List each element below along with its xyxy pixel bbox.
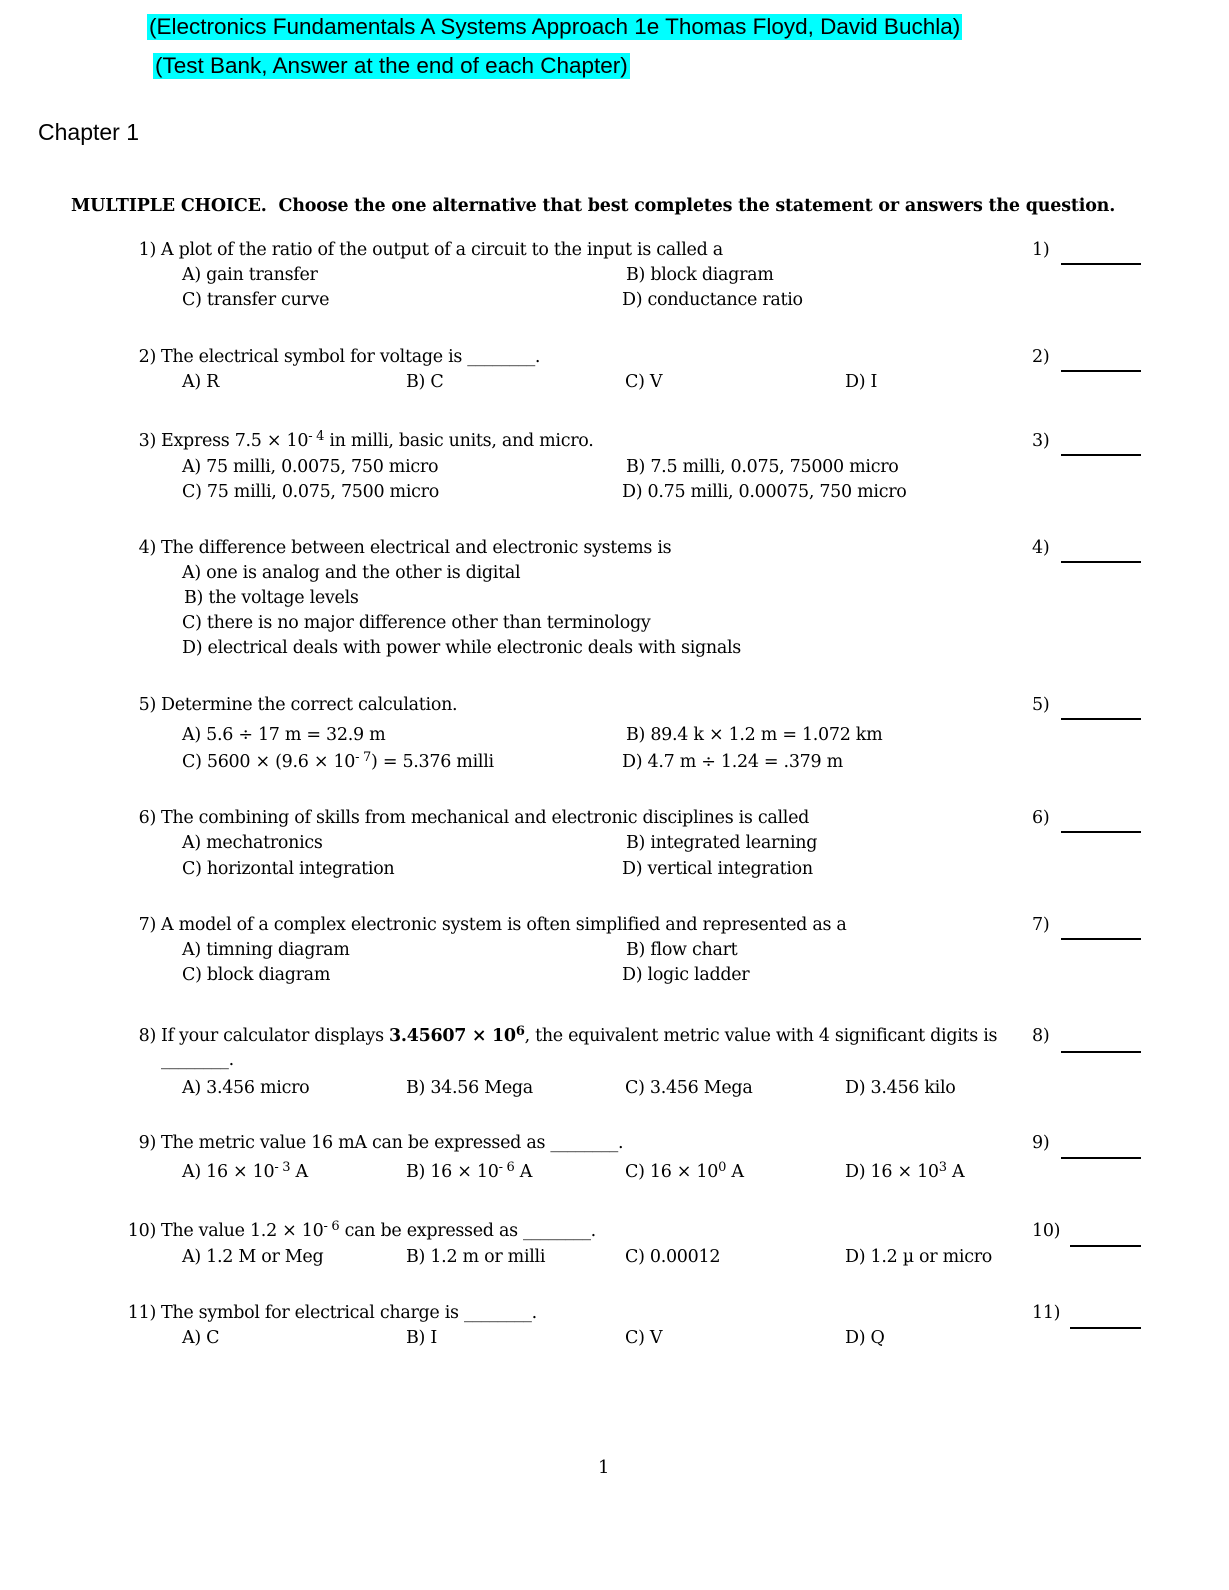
option-d: D) $16 \times 10^3$ A — [845, 1160, 965, 1182]
option-d: D) I — [845, 372, 878, 392]
answer-blank[interactable] — [1061, 1051, 1141, 1053]
header-line-2: (Test Bank, Answer at the end of each Chapter) — [155, 53, 628, 78]
question-text: A plot of the ratio of the output of a circuit to the input is called a — [161, 240, 723, 260]
question-number: 8) — [138, 1026, 156, 1046]
question-text: The symbol for electrical charge is ________. — [161, 1303, 537, 1323]
answer-number: 6) — [1032, 808, 1050, 828]
option-c: C) 75 milli, 0.075, 7500 micro — [182, 482, 439, 502]
page-number: 1 — [598, 1457, 610, 1478]
option-c: C) 3.456 Mega — [625, 1078, 753, 1098]
option-c: C) 0.00012 — [625, 1247, 721, 1267]
option-b: B) C — [406, 372, 444, 392]
question-text: Express $7.5 \times 10^{- 4}$ in milli, basic units, and micro. — [161, 429, 594, 451]
question-text: The value $1.2 \times 10^{- 6}$ can be expressed as ________. — [161, 1219, 596, 1241]
question-number: 5) — [138, 695, 156, 715]
answer-number: 1) — [1032, 240, 1050, 260]
option-a: A) 1.2 M or Meg — [182, 1247, 324, 1267]
option-c: C) $16 \times 10^0$ A — [625, 1160, 744, 1182]
answer-number: 7) — [1032, 915, 1050, 935]
answer-blank[interactable] — [1061, 831, 1141, 833]
option-c: C) V — [625, 1328, 663, 1348]
option-c: C) horizontal integration — [182, 859, 395, 879]
option-a: A) 5.6 ÷ 17 m = 32.9 m — [182, 725, 386, 745]
option-d: D) conductance ratio — [622, 290, 803, 310]
option-d: D) logic ladder — [622, 965, 750, 985]
answer-blank[interactable] — [1061, 454, 1141, 456]
question-number: 11) — [127, 1303, 156, 1323]
answer-number: 4) — [1032, 538, 1050, 558]
option-a: A) C — [182, 1328, 220, 1348]
answer-number: 5) — [1032, 695, 1050, 715]
option-a: A) $16 \times 10^{- 3}$ A — [182, 1160, 308, 1182]
option-c: C) transfer curve — [182, 290, 330, 310]
option-c: C) block diagram — [182, 965, 331, 985]
option-b: B) $16 \times 10^{- 6}$ A — [406, 1160, 533, 1182]
answer-blank[interactable] — [1070, 1245, 1141, 1247]
answer-blank[interactable] — [1061, 263, 1141, 265]
instructions-text: Choose the one alternative that best completes the statement or answers the question. — [278, 196, 1116, 216]
answer-number: 11) — [1032, 1303, 1061, 1323]
question-text: The electrical symbol for voltage is ________. — [161, 347, 541, 367]
option-c: C) V — [625, 372, 663, 392]
option-a: A) one is analog and the other is digital — [182, 563, 521, 583]
question-number: 6) — [138, 808, 156, 828]
option-a: A) mechatronics — [182, 833, 323, 853]
option-a: A) 75 milli, 0.0075, 750 micro — [182, 457, 439, 477]
question-number: 1) — [138, 240, 156, 260]
question-text: If your calculator displays $3.45607 \times 10^6$, the equivalent metric value with 4 significant digits is — [161, 1024, 998, 1046]
answer-blank[interactable] — [1061, 370, 1141, 372]
section-instructions — [71, 196, 1115, 216]
option-b: B) block diagram — [626, 265, 774, 285]
option-b: B) 7.5 milli, 0.075, 75000 micro — [626, 457, 899, 477]
answer-blank[interactable] — [1061, 1157, 1141, 1159]
question-text-blank: ________. — [161, 1050, 234, 1070]
answer-number: 3) — [1032, 431, 1050, 451]
option-c: C) there is no major difference other than terminology — [182, 613, 651, 633]
option-b: B) integrated learning — [626, 833, 818, 853]
question-number: 4) — [138, 538, 156, 558]
header-line-1: (Electronics Fundamentals A Systems Approach 1e Thomas Floyd, David Buchla) — [149, 14, 961, 39]
question-number: 9) — [138, 1133, 156, 1153]
option-d: D) 1.2 µ or micro — [845, 1247, 993, 1267]
question-text: Determine the correct calculation. — [161, 695, 458, 715]
option-c: C) $5600 \times (9.6 \times 10^{- 7}) = 5.376$ milli — [182, 750, 494, 772]
option-b: B) 34.56 Mega — [406, 1078, 533, 1098]
answer-blank[interactable] — [1061, 718, 1141, 720]
option-d: D) 0.75 milli, 0.00075, 750 micro — [622, 482, 907, 502]
option-d: D) 4.7 m ÷ 1.24 = .379 m — [622, 752, 843, 772]
option-b: B) I — [406, 1328, 437, 1348]
option-b: B) 1.2 m or milli — [406, 1247, 546, 1267]
option-d: D) 3.456 kilo — [845, 1078, 956, 1098]
answer-number: 2) — [1032, 347, 1050, 367]
option-d: D) electrical deals with power while electronic deals with signals — [182, 638, 741, 658]
question-number: 10) — [127, 1221, 156, 1241]
chapter-title: Chapter 1 — [38, 119, 140, 145]
option-d: D) vertical integration — [622, 859, 813, 879]
question-number: 7) — [138, 915, 156, 935]
option-b: B) flow chart — [626, 940, 738, 960]
question-number: 3) — [138, 431, 156, 451]
option-d: D) Q — [845, 1328, 885, 1348]
question-number: 2) — [138, 347, 156, 367]
answer-blank[interactable] — [1061, 561, 1141, 563]
instructions-label: MULTIPLE CHOICE. — [71, 196, 267, 216]
answer-blank[interactable] — [1070, 1327, 1141, 1329]
option-a: A) 3.456 micro — [182, 1078, 310, 1098]
answer-number: 8) — [1032, 1026, 1050, 1046]
option-a: A) gain transfer — [182, 265, 318, 285]
option-a: A) R — [182, 372, 220, 392]
question-text: The metric value 16 mA can be expressed as ________. — [161, 1133, 624, 1153]
option-b: B) the voltage levels — [184, 588, 359, 608]
answer-number: 10) — [1032, 1221, 1061, 1241]
question-text: The difference between electrical and electronic systems is — [161, 538, 672, 558]
question-text: A model of a complex electronic system is often simplified and represented as a — [161, 915, 847, 935]
option-b: B) 89.4 k × 1.2 m = 1.072 km — [626, 725, 883, 745]
answer-blank[interactable] — [1061, 938, 1141, 940]
option-a: A) timning diagram — [182, 940, 350, 960]
question-text: The combining of skills from mechanical and electronic disciplines is called — [161, 808, 810, 828]
answer-number: 9) — [1032, 1133, 1050, 1153]
